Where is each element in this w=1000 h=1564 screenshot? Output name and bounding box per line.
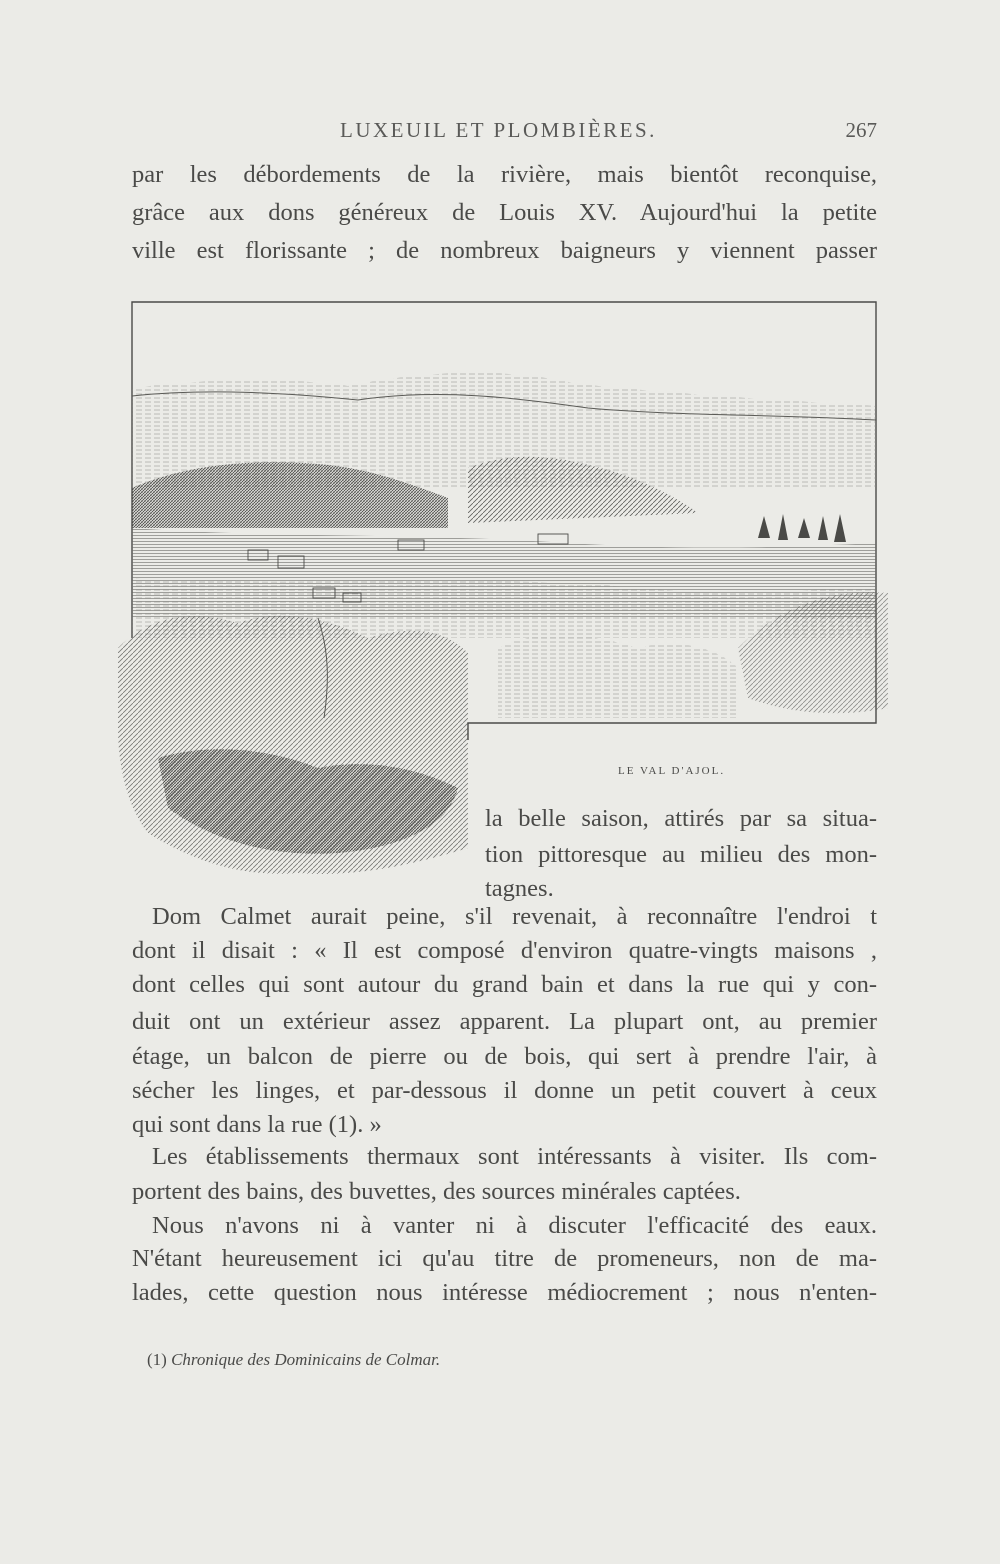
text-line: ville est florissante ; de nombreux baigneurs y viennent passer xyxy=(132,237,877,264)
text-line: étage, un balcon de pierre ou de bois, qui sert à prendre l'air, à xyxy=(132,1043,877,1070)
text-line: duit ont un extérieur assez apparent. La plupart ont, au premier xyxy=(132,1008,877,1035)
text-line: Nous n'avons ni à vanter ni à discuter l'efficacité des eaux. xyxy=(152,1212,877,1239)
text-line: dont il disait : « Il est composé d'environ quatre-vingts maisons , xyxy=(132,937,877,964)
text-line: qui sont dans la rue (1). » xyxy=(132,1111,382,1138)
text-line: N'étant heureusement ici qu'au titre de promeneurs, non de ma- xyxy=(132,1245,877,1272)
text-line: grâce aux dons généreux de Louis XV. Aujourd'hui la petite xyxy=(132,199,877,226)
text-line: sécher les linges, et par-dessous il donne un petit couvert à ceux xyxy=(132,1077,877,1104)
text-line: dont celles qui sont autour du grand bain et dans la rue qui y con- xyxy=(132,971,877,998)
running-title: LUXEUIL ET PLOMBIÈRES. xyxy=(340,118,657,142)
text-line: tion pittoresque au milieu des mon- xyxy=(485,841,877,868)
figure-caption: LE VAL D'AJOL. xyxy=(618,765,726,777)
text-line: la belle saison, attirés par sa situa- xyxy=(485,805,877,832)
text-line: Dom Calmet aurait peine, s'il revenait, à reconnaître l'endroi t xyxy=(152,903,877,930)
text-line: par les débordements de la rivière, mais bientôt reconquise, xyxy=(132,161,877,188)
page-number: 267 xyxy=(845,118,877,142)
footnote-source: Chronique des Dominicains de Colmar. xyxy=(171,1350,441,1369)
text-line: portent des bains, des buvettes, des sources minérales captées. xyxy=(132,1178,741,1205)
text-line: tagnes. xyxy=(485,875,554,902)
text-line: lades, cette question nous intéresse médiocrement ; nous n'enten- xyxy=(132,1279,877,1306)
text-line: Les établissements thermaux sont intéressants à visiter. Ils com- xyxy=(152,1143,877,1170)
footnote xyxy=(147,1350,440,1370)
page-header xyxy=(132,118,877,148)
footnote-marker: (1) xyxy=(147,1350,167,1369)
